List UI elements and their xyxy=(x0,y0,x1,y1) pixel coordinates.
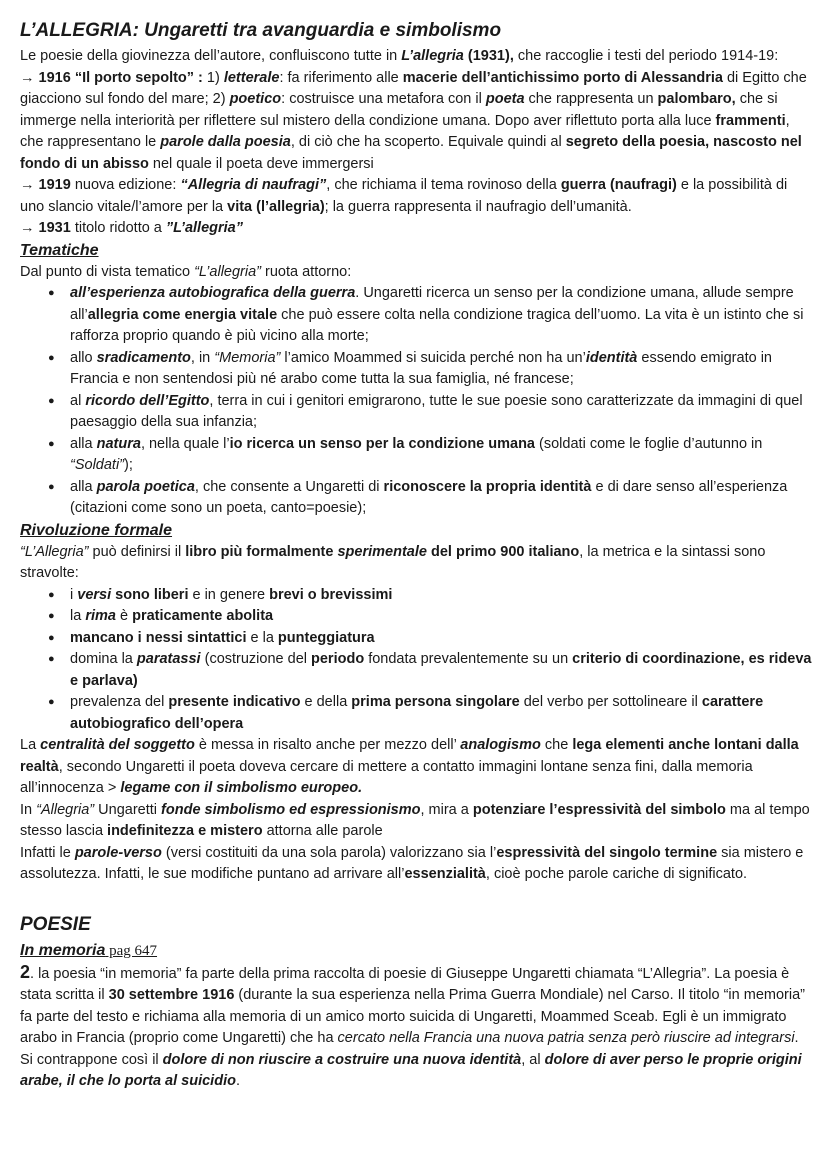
document-title: L’ALLEGRIA: Ungaretti tra avanguardia e simbolismo xyxy=(20,20,502,41)
rivoluzione-intro: “L’Allegria” può definirsi il libro più formalmente sperimentale del primo 900 italiano, la metrica e la sintassi sono stravolte: xyxy=(20,543,766,581)
list-item: ● prevalenza del presente indicativo e della prima persona singolare del verbo per sottolineare il carattere autobiografico dell’opera xyxy=(70,692,812,735)
paragraph-1919: → 1919 nuova edizione: “Allegria di naufragi”, che richiama il tema rovinoso della guerra (naufragi) e la possibilità di uno slancio vitale/l’amore per la vita (l’allegria); la guerra rappresenta il naufragio dell’umanità. xyxy=(20,177,788,215)
list-item: ● domina la paratassi (costruzione del periodo fondata prevalentemente su un criterio di coordinazione, es rideva e parlava) xyxy=(70,649,812,692)
list-item: ● alla natura, nella quale l’io ricerca un senso per la condizione umana (soldati come le foglie d’autunno in “Soldati”); xyxy=(70,434,812,477)
infatti-paragraph: Infatti le parole-verso (versi costituiti da una sola parola) valorizzano sia l’espressività del singolo termine sia mistero e assolutezza. Infatti, le sue modifiche puntano ad arrivare all’essenzialità, cioè poche parole cariche di significato. xyxy=(20,844,804,882)
list-item: ● mancano i nessi sintattici e la punteggiatura xyxy=(70,628,812,650)
section-heading-poesie: POESIE xyxy=(20,913,91,935)
list-item: ● allo sradicamento, in “Memoria” l’amico Moammed si suicida perché non ha un’identità essendo emigrato in Francia e non sentendosi più né arabo come tutta la sua famiglia, né francese; xyxy=(70,348,812,391)
list-item: ● al ricordo dell’Egitto, terra in cui i genitori emigrarono, tutte le sue poesie sono caratterizzate da immagini di quel paesaggio della sua infanzia; xyxy=(70,391,812,434)
list-item: ● i versi sono liberi e in genere brevi o brevissimi xyxy=(70,585,812,607)
paragraph-1916: → 1916 “Il porto sepolto” : 1) letterale: fa riferimento alle macerie dell’antichissimo porto di Alessandria di Egitto che giacciono sul fondo del mare; 2) poetico: costruisce una metafora con il poeta che rappresenta un palombaro, che si immerge nella interiorità per riflettere sul mistero della condizione umana. Dopo aver riflettuto porta alla luce frammenti, che rappresentano le parole dalla poesia, di ciò che ha scoperto. Equivale quindi al segreto della poesia, nascosto nel fondo di un abisso nel quale il poeta deve immergersi xyxy=(20,69,807,172)
tematiche-list xyxy=(20,283,812,520)
section-heading-tematiche: Tematiche xyxy=(20,241,99,259)
poem-paragraph: 2. la poesia “in memoria” fa parte della prima raccolta di poesie di Giuseppe Ungaretti chiamata “L’Allegria”. La poesia è stata scritta il 30 settembre 1916 (durante la sua esperienza nella Prima Guerra Mondiale) nel Carso. Il titolo “in memoria” fa parte del testo e richiama alla memoria di un amico morto suicida di Ungaretti, Moammed Sceab. Egli è un immigrato arabo in Francia (proprio come Ungaretti) che ha cercato nella Francia una nuova patria senza però riuscire ad integrarsi. Si contrappone così il dolore di non riuscire a costruire una nuova identità, al dolore di aver perso le proprie origini arabe, il che lo porta al suicidio. xyxy=(20,961,805,1089)
list-item: ● all’esperienza autobiografica della guerra. Ungaretti ricerca un senso per la condizione umana, allude sempre all’allegria come energia vitale che può essere colta nella condizione tragica dell’uomo. La vita è un istinto che si rafforza proprio quando è più vicino alla morte; xyxy=(70,283,812,348)
document-page xyxy=(20,18,812,1093)
fonde-paragraph: In “Allegria” Ungaretti fonde simbolismo ed espressionismo, mira a potenziare l’espressività del simbolo ma al tempo stesso lascia indefinitezza e mistero attorna alle parole xyxy=(20,801,810,839)
tematiche-intro: Dal punto di vista tematico “L’allegria” ruota attorno: xyxy=(20,263,352,280)
rivoluzione-list xyxy=(20,585,812,736)
intro-paragraph: Le poesie della giovinezza dell’autore, confluiscono tutte in L’allegria (1931), che raccoglie i testi del periodo 1914-19: xyxy=(20,48,779,64)
paragraph-1931: → 1931 titolo ridotto a ”L’allegria” xyxy=(20,220,243,236)
section-heading-rivoluzione: Rivoluzione formale xyxy=(20,521,173,539)
list-item: ● alla parola poetica, che consente a Ungaretti di riconoscere la propria identità e di dare senso all’esperienza (citazioni come sono un poeta, canto=poesie); xyxy=(70,477,812,520)
list-item: ● la rima è praticamente abolita xyxy=(70,606,812,628)
poem-heading: In memoria pag 647 xyxy=(20,941,158,959)
page-reference: pag 647 xyxy=(105,942,158,959)
centralita-paragraph: La centralità del soggetto è messa in risalto anche per mezzo dell’ analogismo che lega elementi anche lontani dalla realtà, secondo Ungaretti il poeta doveva cercare di mettere a contatto immagini lontane senza fini, dalla memoria all’innocenza > legame con il simbolismo europeo. xyxy=(20,737,799,796)
